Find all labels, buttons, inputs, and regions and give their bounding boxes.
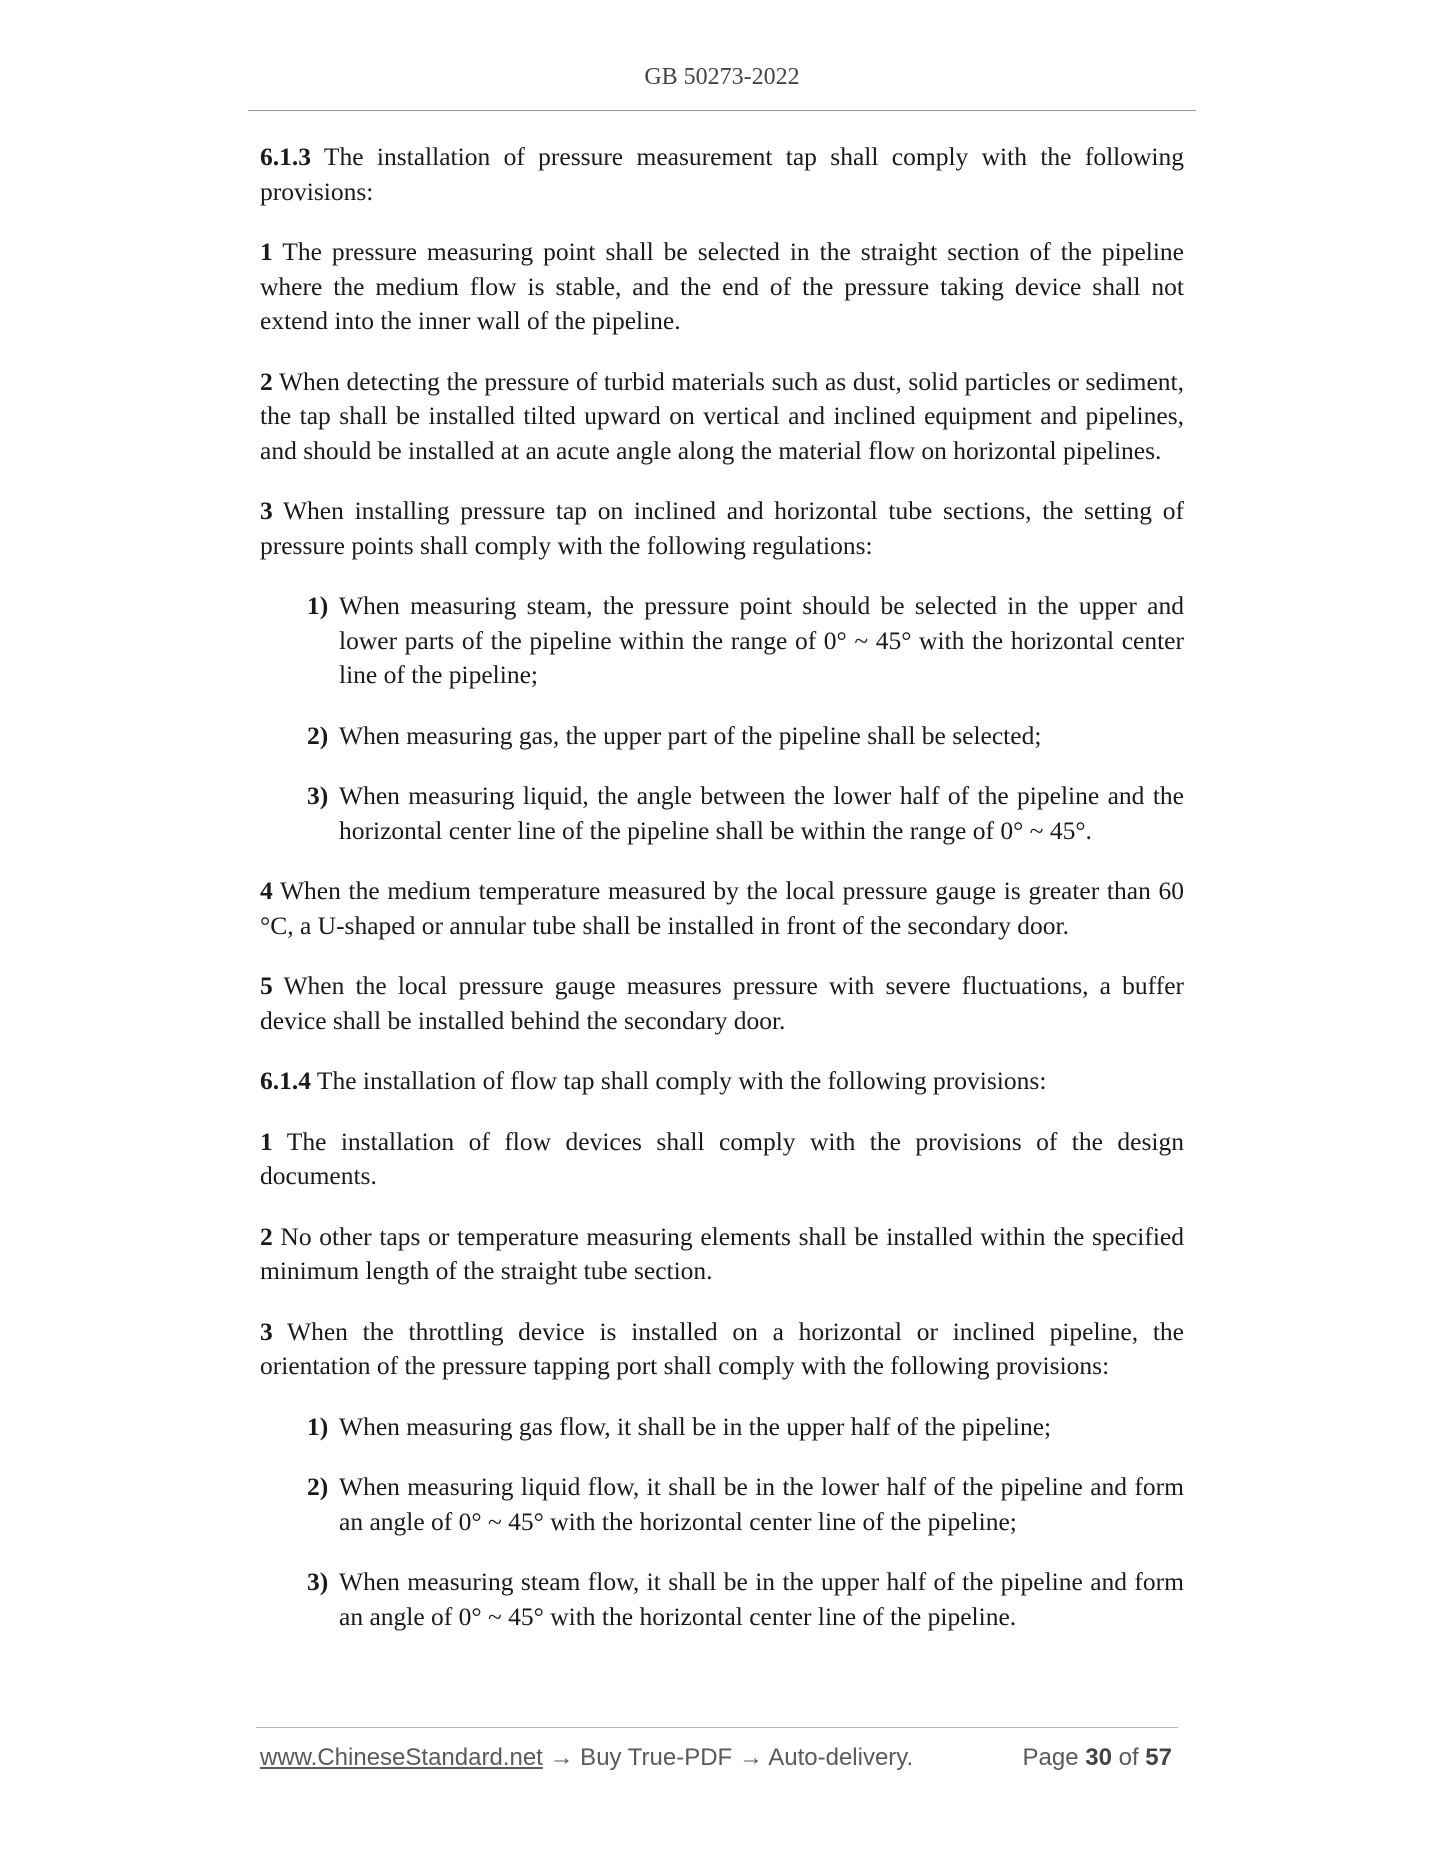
sub-item-text: When measuring liquid flow, it shall be in the lower half of the pipeline and form an angle of 0° ~ 45° with the horizontal center line of the pipeline; — [339, 1472, 1184, 1536]
sub-item-marker: 3) — [307, 1567, 329, 1596]
clause-item — [260, 1315, 1184, 1384]
item-number: 3 — [260, 496, 273, 525]
page-of-label: of — [1111, 1744, 1146, 1771]
item-text: When the local pressure gauge measures pressure with severe fluctuations, a buffer device shall be installed behind the secondary door. — [260, 971, 1184, 1035]
website-link[interactable]: www.ChineseStandard.net — [260, 1744, 543, 1771]
clause-text: The installation of flow tap shall comply with the following provisions: — [311, 1066, 1047, 1095]
sub-item-text: When measuring liquid, the angle between the lower half of the pipeline and the horizontal center line of the pipeline shall be within the range of 0° ~ 45°. — [339, 781, 1184, 845]
footer-promo — [260, 1744, 913, 1772]
sub-item-text: When measuring steam, the pressure point should be selected in the upper and lower parts of the pipeline within the range of 0° ~ 45° with the horizontal center line of the pipeline; — [339, 591, 1184, 689]
sub-list-item — [260, 1410, 1184, 1445]
clause-item — [260, 874, 1184, 943]
item-text: When detecting the pressure of turbid materials such as dust, solid particles or sediment, the tap shall be installed tilted upward on vertical and inclined equipment and pipelines, and should be installed at an acute angle along the material flow on horizontal pipelines. — [260, 366, 1184, 465]
sub-list-item — [260, 779, 1184, 848]
page-indicator — [1023, 1744, 1172, 1772]
sub-list-item — [260, 1470, 1184, 1539]
item-number: 5 — [260, 971, 273, 1000]
item-text: No other taps or temperature measuring elements shall be installed within the specified minimum length of the straight tube section. — [260, 1221, 1184, 1285]
footer-divider — [256, 1727, 1178, 1728]
item-number: 2 — [260, 1221, 273, 1251]
sub-item-text: When measuring steam flow, it shall be in the upper half of the pipeline and form an angle of 0° ~ 45° with the horizontal center line of the pipeline. — [339, 1567, 1184, 1631]
sub-item-text: When measuring gas flow, it shall be in the upper half of the pipeline; — [339, 1411, 1052, 1441]
item-text: The installation of flow devices shall comply with the provisions of the design documents. — [260, 1126, 1184, 1190]
sub-list-item — [260, 719, 1184, 754]
item-number: 1 — [260, 237, 273, 266]
clause-item — [260, 365, 1184, 469]
footer-promo-text: → Buy True-PDF → Auto-delivery. — [542, 1744, 914, 1771]
clause-text: The installation of pressure measurement tap shall comply with the following provisions: — [260, 142, 1184, 206]
sub-item-text: When measuring gas, the upper part of the pipeline shall be selected; — [339, 720, 1042, 750]
sub-list-item — [260, 589, 1184, 693]
page-footer — [260, 1744, 1184, 1778]
page-label: Page — [1022, 1744, 1086, 1771]
clause-item — [260, 1125, 1184, 1194]
item-text: When the medium temperature measured by the local pressure gauge is greater than 60 °C, a U-shaped or annular tube shall be installed in front of the secondary door. — [260, 876, 1184, 940]
clause-item — [260, 1220, 1184, 1289]
clause-number: 6.1.3 — [260, 142, 311, 171]
sub-item-marker: 2) — [307, 720, 329, 750]
item-number: 3 — [260, 1316, 273, 1346]
item-number: 4 — [260, 876, 273, 905]
clause-item — [260, 235, 1184, 339]
clause-6-1-4-heading — [260, 1064, 1184, 1099]
total-pages: 57 — [1145, 1744, 1172, 1771]
sub-item-marker: 1) — [307, 1411, 329, 1441]
item-text: The pressure measuring point shall be selected in the straight section of the pipeline where the medium flow is stable, and the end of the pressure taking device shall not extend into the inner wall of the pipeline. — [260, 237, 1184, 335]
clause-item — [260, 969, 1184, 1038]
sub-item-marker: 3) — [307, 781, 329, 810]
current-page: 30 — [1085, 1744, 1112, 1771]
header-divider — [248, 110, 1196, 111]
sub-list-item — [260, 1565, 1184, 1634]
item-text: When installing pressure tap on inclined and horizontal tube sections, the setting of pressure points shall comply with the following regulations: — [260, 496, 1184, 560]
clause-number: 6.1.4 — [260, 1066, 311, 1095]
clause-6-1-3-heading — [260, 140, 1184, 209]
clause-item — [260, 494, 1184, 563]
item-number: 1 — [260, 1126, 273, 1156]
sub-item-marker: 2) — [307, 1472, 329, 1501]
sub-item-marker: 1) — [307, 591, 329, 620]
item-number: 2 — [260, 366, 273, 396]
document-body — [260, 140, 1184, 1660]
page-header: GB 50273-2022 — [644, 64, 800, 90]
item-text: When the throttling device is installed on a horizontal or inclined pipeline, the orientation of the pressure tapping port shall comply with the following provisions: — [260, 1316, 1184, 1380]
